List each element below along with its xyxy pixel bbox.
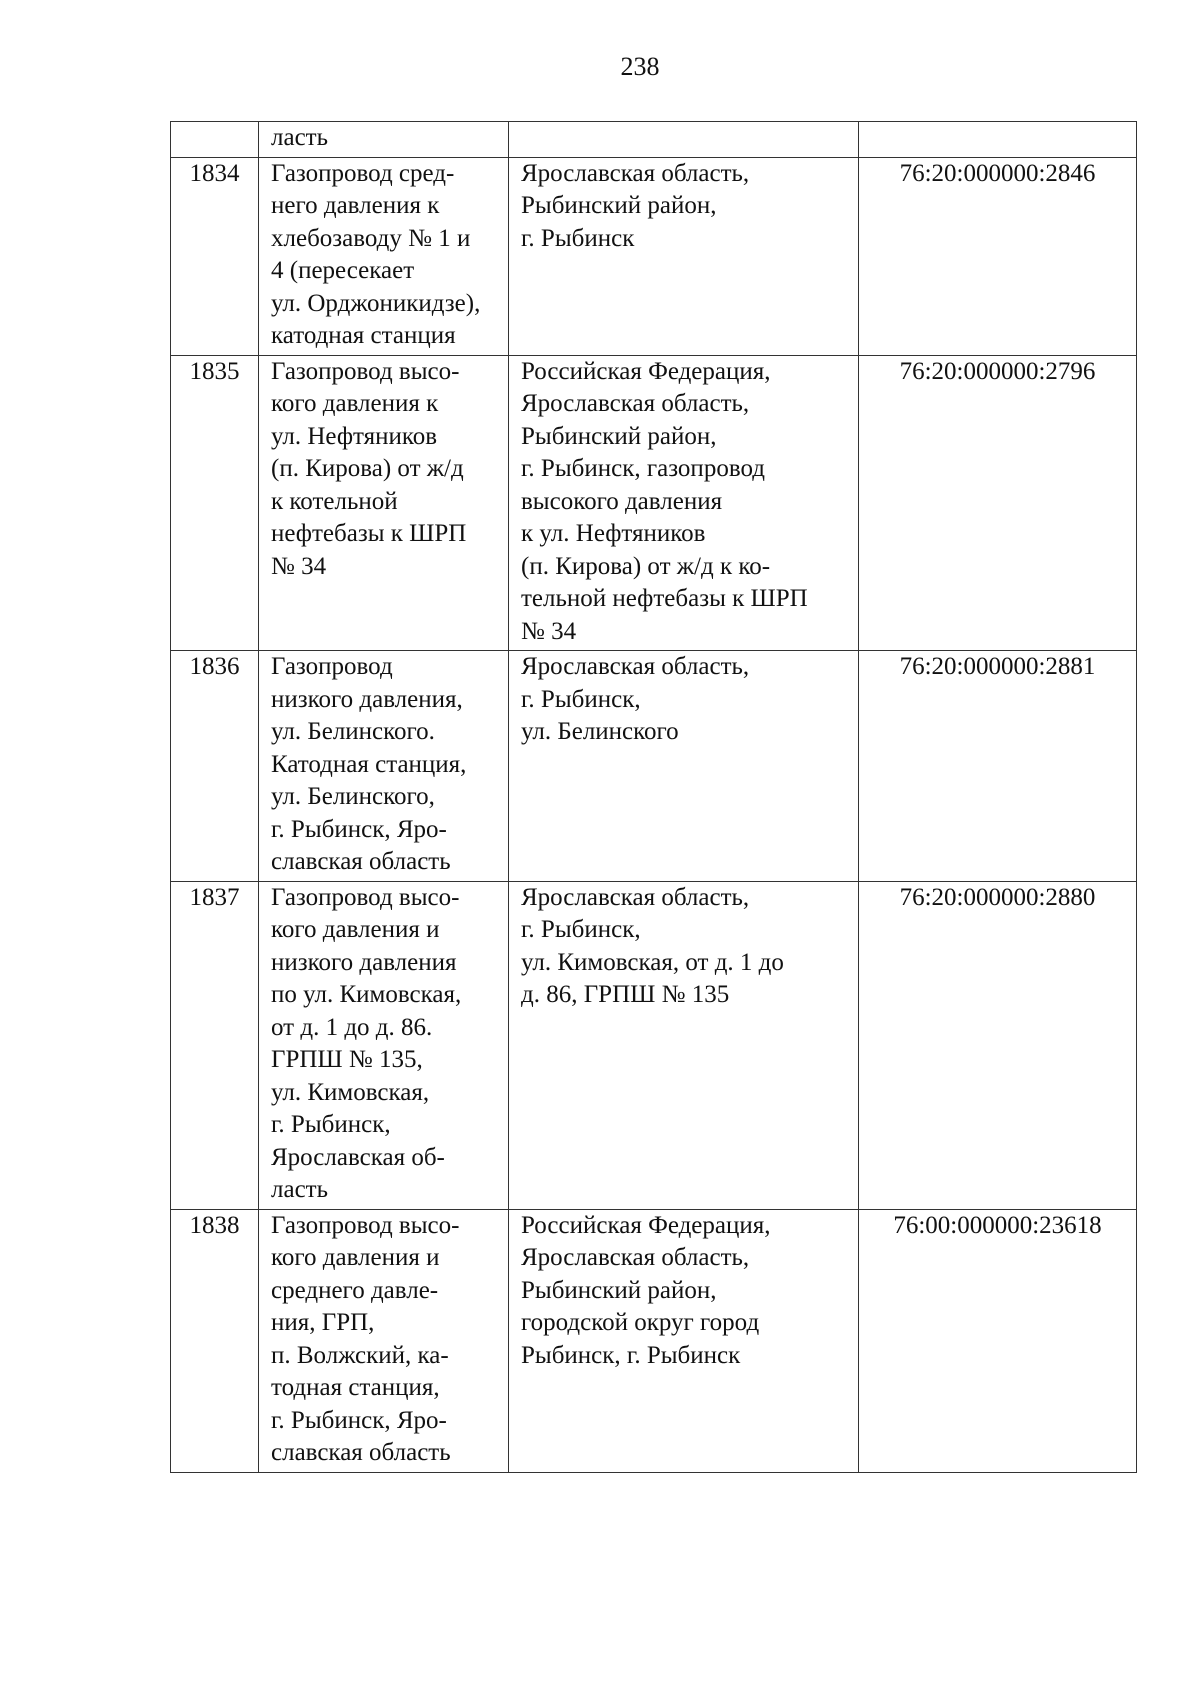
object-address-text: Российская Федерация, Ярославская область, Рыбинский район, городской округ город Рыбинск, г. Рыбинск <box>521 1211 771 1369</box>
cell-row-number <box>171 881 259 1209</box>
row-number-text: 1834 <box>189 159 240 187</box>
cell-object-address <box>509 122 859 158</box>
page-number: 238 <box>620 52 660 81</box>
object-name-text: Газопровод высо- кого давления и низкого давления по ул. Кимовская, от д. 1 до д. 86. ГРПШ № 135, ул. Кимовская, г. Рыбинск, Ярославская об- ласть <box>271 883 462 1203</box>
row-number-text: 1838 <box>189 1211 240 1239</box>
cell-cadastral-number <box>859 1209 1137 1472</box>
cell-object-address <box>509 651 859 882</box>
cell-row-number <box>171 157 259 355</box>
object-name-text: Газопровод низкого давления, ул. Белинского. Катодная станция, ул. Белинского, г. Рыбинск, Яро- славская область <box>271 653 467 875</box>
cell-object-name <box>259 355 509 651</box>
cell-row-number <box>171 651 259 882</box>
cell-cadastral-number <box>859 355 1137 651</box>
cell-row-number <box>171 355 259 651</box>
cell-object-address <box>509 881 859 1209</box>
cell-cadastral-number <box>859 122 1137 158</box>
cadastral-number-text: 76:20:000000:2796 <box>899 357 1096 385</box>
cadastral-number-text: 76:20:000000:2846 <box>899 159 1096 187</box>
cell-cadastral-number <box>859 881 1137 1209</box>
object-name-text: Газопровод сред- него давления к хлебозаводу № 1 и 4 (пересекает ул. Орджоникидзе), катодная станция <box>271 159 481 349</box>
row-number-text: 1835 <box>189 357 240 385</box>
row-number-text: 1837 <box>189 883 240 911</box>
cell-object-address <box>509 355 859 651</box>
registry-table-body <box>171 122 1137 1473</box>
cell-object-name <box>259 1209 509 1472</box>
cell-cadastral-number <box>859 651 1137 882</box>
object-name-text: Газопровод высо- кого давления к ул. Нефтяников (п. Кирова) от ж/д к котельной нефтебазы к ШРП № 34 <box>271 357 467 580</box>
cadastral-number-text: 76:00:000000:23618 <box>893 1211 1102 1239</box>
registry-table <box>170 121 1137 1473</box>
table-row <box>171 1209 1137 1472</box>
object-address-text: Ярославская область, Рыбинский район, г. Рыбинск <box>521 159 750 252</box>
cell-object-name <box>259 122 509 158</box>
table-row <box>171 651 1137 882</box>
cell-object-address <box>509 157 859 355</box>
cell-row-number <box>171 122 259 158</box>
row-number-text: 1836 <box>189 653 240 680</box>
table-row <box>171 355 1137 651</box>
object-address-text: Ярославская область, г. Рыбинск, ул. Белинского <box>521 653 750 745</box>
cell-cadastral-number <box>859 157 1137 355</box>
cadastral-number-text: 76:20:000000:2881 <box>899 653 1096 680</box>
cell-object-name <box>259 651 509 882</box>
cell-object-name <box>259 157 509 355</box>
object-address-text: Российская Федерация, Ярославская область, Рыбинский район, г. Рыбинск, газопровод высокого давления к ул. Нефтяников (п. Кирова) от ж/д к ко- тельной нефтебазы к ШРП № 34 <box>521 357 808 645</box>
cell-object-address <box>509 1209 859 1472</box>
cadastral-number-text: 76:20:000000:2880 <box>899 883 1096 911</box>
object-address-text: Ярославская область, г. Рыбинск, ул. Кимовская, от д. 1 до д. 86, ГРПШ № 135 <box>521 883 784 1008</box>
cell-row-number <box>171 1209 259 1472</box>
object-name-text: ласть <box>271 124 328 151</box>
table-row <box>171 157 1137 355</box>
table-row <box>171 881 1137 1209</box>
table-row <box>171 122 1137 158</box>
cell-object-name <box>259 881 509 1209</box>
object-name-text: Газопровод высо- кого давления и среднего давле- ния, ГРП, п. Волжский, ка- тодная станция, г. Рыбинск, Яро- славская область <box>271 1211 460 1466</box>
